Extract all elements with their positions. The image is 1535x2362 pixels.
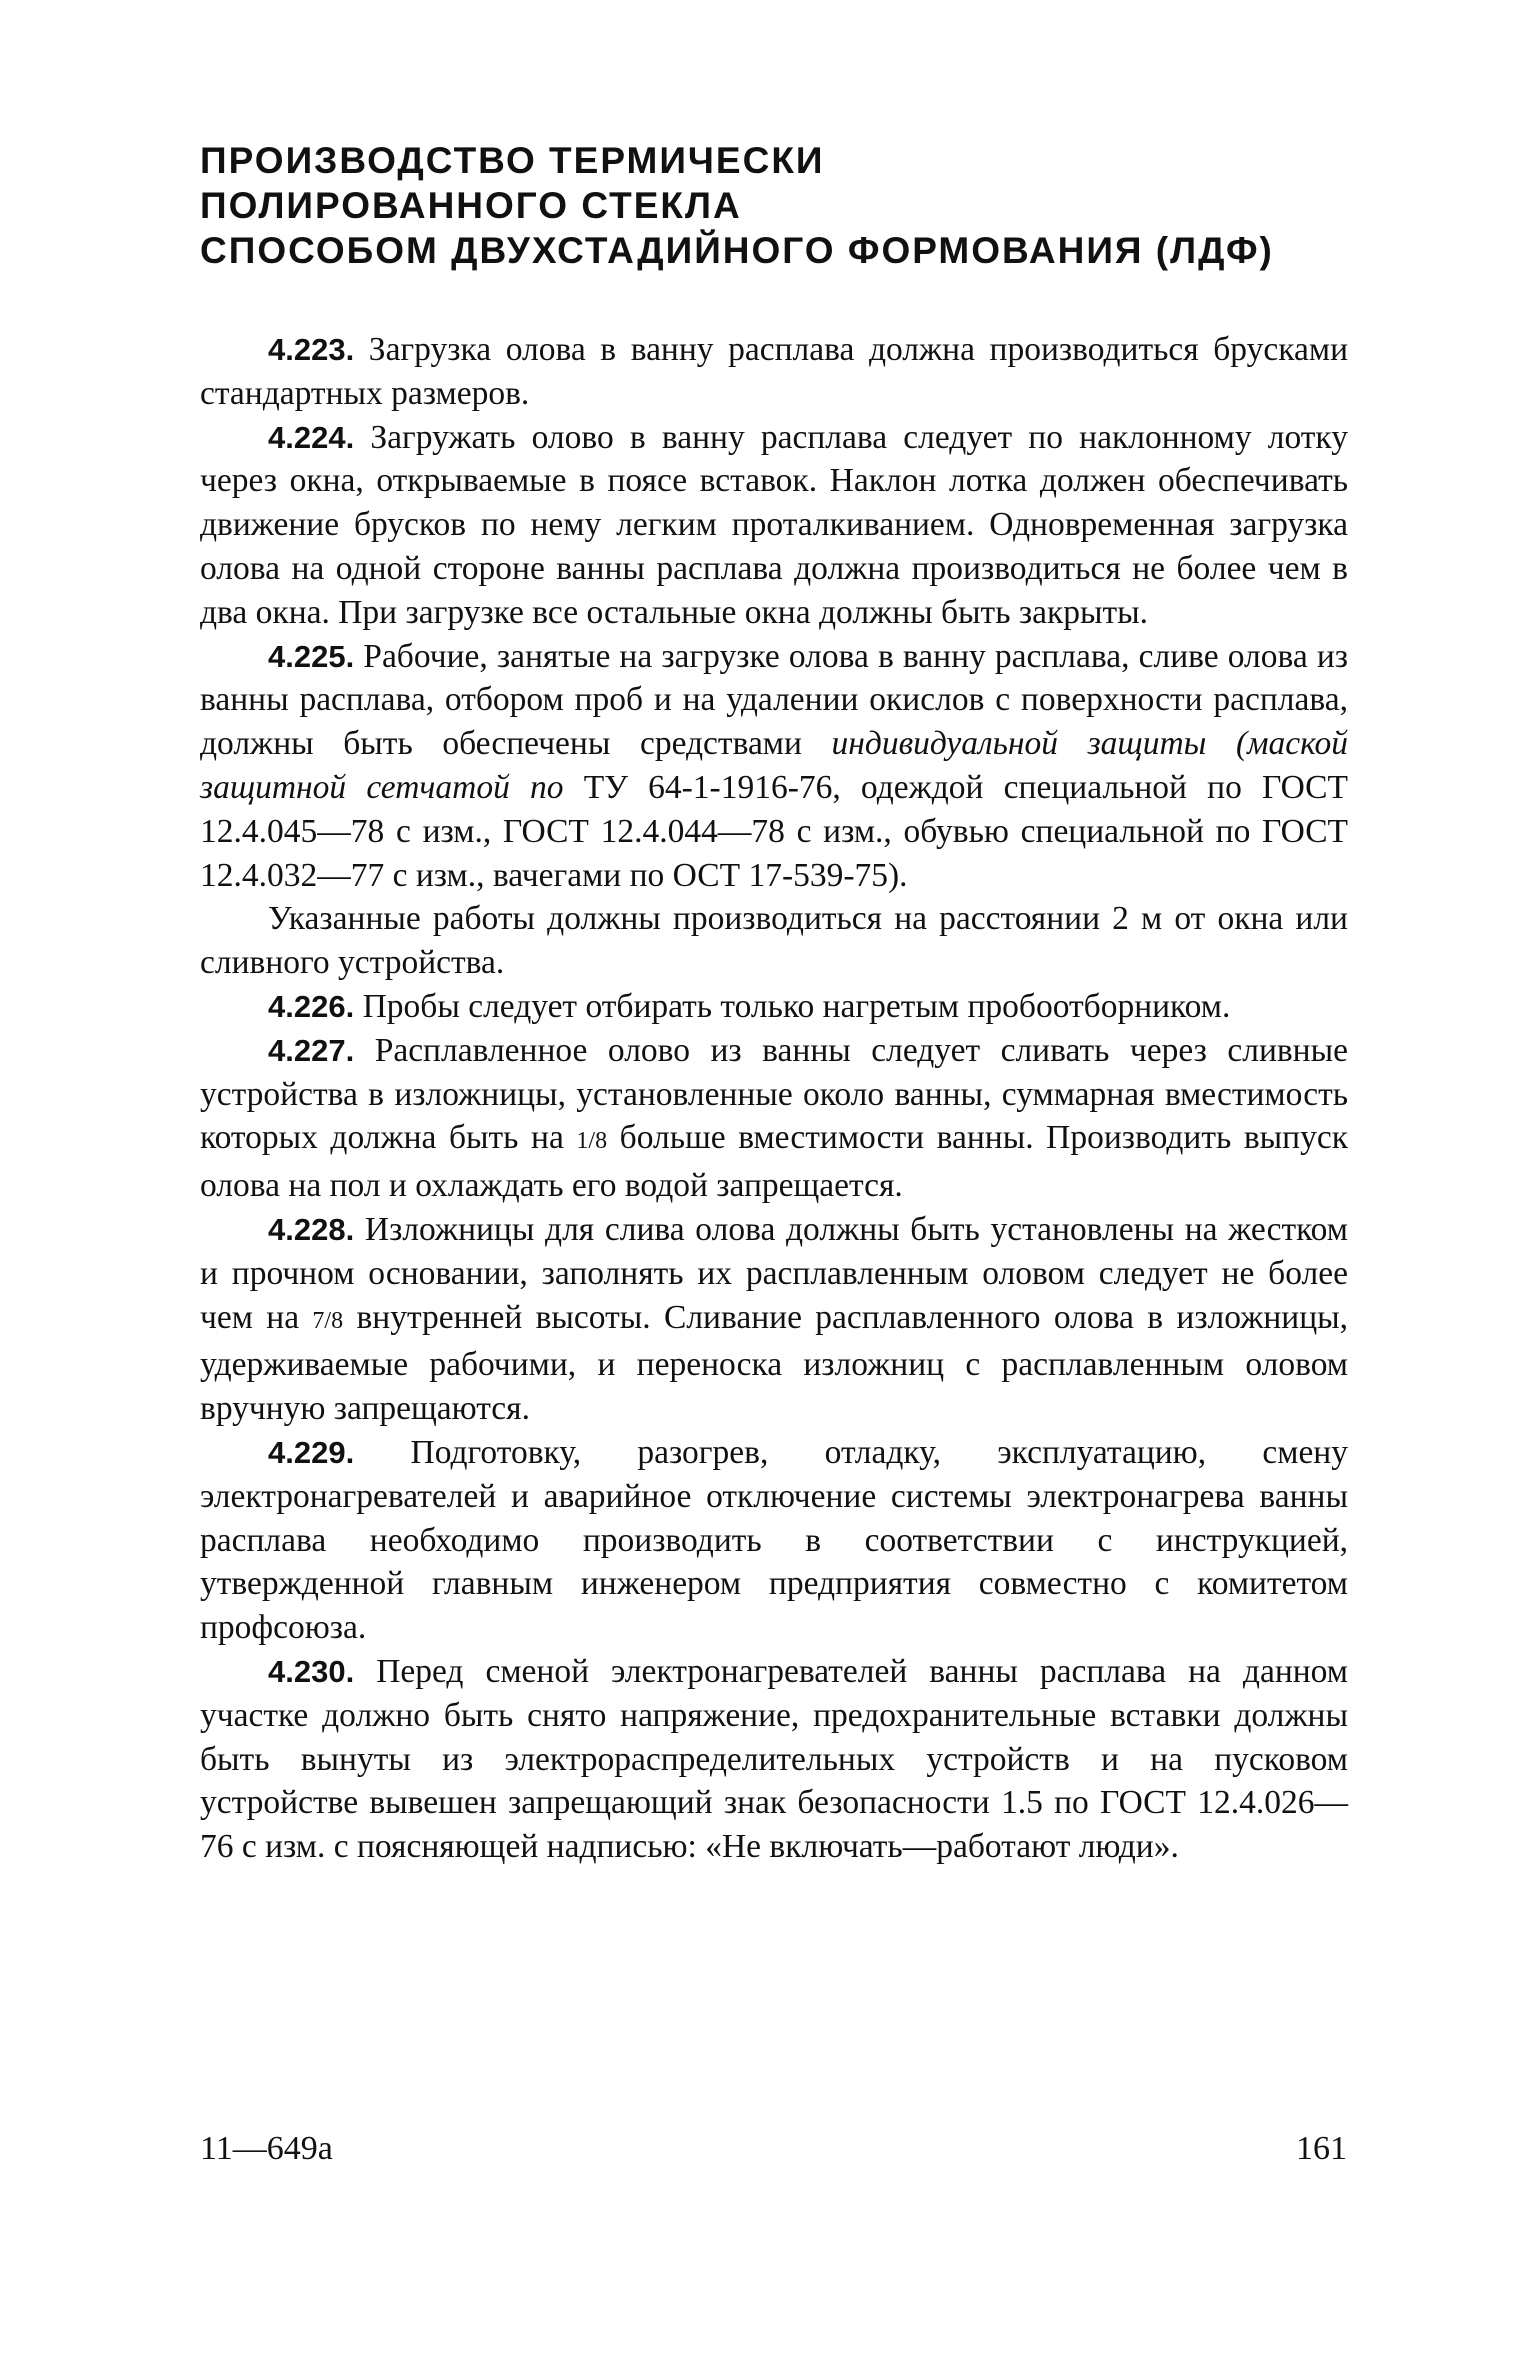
paragraph-text: Пробы следует отбирать только нагретым пробоотборником. [354,987,1231,1025]
paragraph-4-229 [200,1431,1348,1650]
clause-number: 4.227. [268,1032,355,1068]
paragraph-text-continued: ТУ 64-1-1916-76, одеждой специальной по ГОСТ 12.4.045—78 с изм., ГОСТ 12.4.044—78 с изм., обувью специальной по ГОСТ 12.4.032—77 с изм., вачегами по ОСТ 17-539-75). [200,768,1348,894]
heading-line-2: ПОЛИРОВАННОГО СТЕКЛА [200,185,742,226]
clause-number: 4.225. [268,638,355,674]
paragraph-4-230 [200,1650,1348,1869]
paragraph-text-continued: больше вместимости ванны. Производить выпуск олова на пол и охлаждать его водой запрещается. [200,1119,1348,1205]
paragraph-text: Перед сменой электронагревателей ванны расплава на данном участке должно быть снято напряжение, предохранительные вставки должны быть вынуты из электрораспределительных устройств и на пусковом устройстве вывешен запрещающий знак безопасности 1.5 по ГОСТ 12.4.026—76 с изм. с поясняющей надписью: «Не включать—работают люди». [200,1652,1348,1866]
heading-line-1: ПРОИЗВОДСТВО ТЕРМИЧЕСКИ [200,140,825,181]
paragraph-text: Рабочие, занятые на загрузке олова в ванну расплава, сливе олова из ванны расплава, отбором проб и на удалении окислов с поверхности расплава, должны быть обеспечены средствами [200,637,1348,763]
paragraph-4-226 [200,985,1348,1029]
paragraph-4-227 [200,1029,1348,1208]
paragraph-4-223 [200,328,1348,416]
printer-signature: 11—649а [200,2130,333,2167]
paragraph-4-224 [200,416,1348,635]
paragraph-4-228 [200,1208,1348,1431]
paragraph-note [200,897,1348,985]
paragraph-text: Загрузка олова в ванну расплава должна производиться брусками стандартных размеров. [200,331,1348,412]
page-number: 161 [1296,2130,1347,2167]
paragraph-text-continued: внутренней высоты. Сливание расплавленного олова в изложницы, удерживаемые рабочими, и переноска изложниц с расплавленным оловом вручную запрещаются. [200,1298,1349,1428]
fraction: 1/8 [576,1128,608,1155]
clause-number: 4.229. [268,1434,355,1470]
section-heading [200,138,1360,273]
paragraph-text: Расплавленное олово из ванны следует сливать через сливные устройства в изложницы, установленные около ванны, суммарная вместимость которых должна быть на [200,1031,1348,1157]
paragraph-text: Изложницы для слива олова должны быть установлены на жестком и прочном основании, заполнять их расплавленным оловом следует не более чем на [200,1210,1348,1336]
paragraph-text: Загружать олово в ванну расплава следует по наклонному лотку через окна, открываемые в поясе вставок. Наклон лотка должен обеспечивать движение брусков по нему легким проталкиванием. Одновременная загрузка олова на одной стороне ванны расплава должна производиться не более чем в два окна. При загрузке все остальные окна должны быть закрыты. [200,418,1348,631]
fraction: 7/8 [312,1307,344,1334]
paragraph-text: Указанные работы должны производиться на расстоянии 2 м от окна или сливного устройства. [200,900,1348,982]
paragraph-text: Подготовку, разогрев, отладку, эксплуатацию, смену электронагревателей и аварийное отключение системы электронагрева ванны расплава необходимо производить в соответствии с инструкцией, утвержденной главным инженером предприятия совместно с комитетом профсоюза. [200,1433,1348,1647]
clause-number: 4.230. [268,1653,355,1689]
clause-number: 4.226. [268,988,355,1024]
clause-number: 4.224. [268,419,355,455]
paragraph-4-225 [200,635,1348,898]
paragraph-italic-text: индивидуальной защиты (маской защитной сетчатой по [200,725,1348,806]
clause-number: 4.228. [268,1211,355,1247]
heading-line-3: СПОСОБОМ ДВУХСТАДИЙНОГО ФОРМОВАНИЯ (ЛДФ) [200,230,1274,271]
body-text [200,328,1348,1869]
clause-number: 4.223. [268,332,355,367]
